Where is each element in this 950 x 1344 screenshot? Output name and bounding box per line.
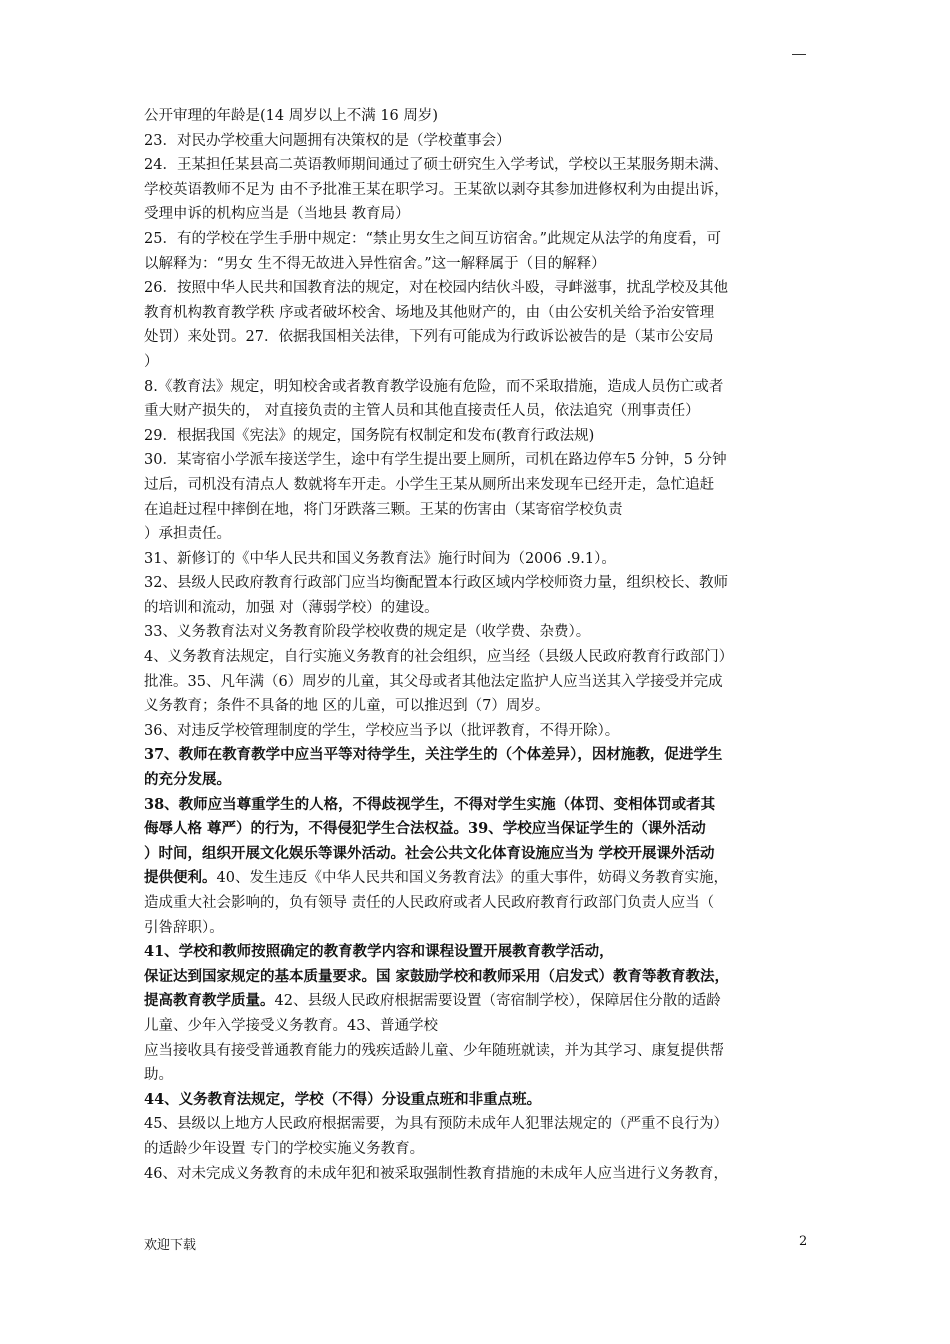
text-line: 重大财产损失的， 对直接负责的主管人员和其他直接责任人员，依法追究（刑事责任） <box>144 403 700 420</box>
text-line: ）承担责任。 <box>144 526 231 543</box>
text-line: 8.《教育法》规定，明知校舍或者教育教学设施有危险，而不采取措施，造成人员伤亡或者 <box>144 378 724 395</box>
text-line: 的适龄少年设置 专门的学校实施义务教育。 <box>144 1140 425 1157</box>
text-line: ） <box>144 353 159 370</box>
text-line: 44、义务教育法规定，学校（不得）分设重点班和非重点班。 <box>144 1090 542 1108</box>
text-line: 31、新修订的《中华人民共和国义务教育法》施行时间为（2006 .9.1）。 <box>144 550 616 567</box>
text-line: 25．有的学校在学生手册中规定：“禁止男女生之间互访宿舍。”此规定从法学的角度看，可 <box>144 230 722 247</box>
document-body <box>144 104 808 1186</box>
header-dash <box>792 54 806 55</box>
text-line: 29．根据我国《宪法》的规定，国务院有权制定和发布(教育行政法规) <box>144 427 595 444</box>
text-line: 的充分发展。 <box>144 771 231 789</box>
text-line: 23．对民办学校重大问题拥有决策权的是（学校董事会） <box>144 132 511 149</box>
text-line: 公开审理的年龄是(14 周岁以上不满 16 周岁) <box>144 108 439 124</box>
text-line: 学校英语教师不足为 由不予批准王某在职学习。王某欲以剥夺其参加进修权利为由提出诉， <box>144 181 729 198</box>
text-line: 45、县级以上地方人民政府根据需要，为具有预防未成年人犯罪法规定的（严重不良行为） <box>144 1116 728 1133</box>
text-line: 受理申诉的机构应当是（当地县 教育局） <box>144 206 410 223</box>
text-line: 4、义务教育法规定，自行实施义务教育的社会组织，应当经（县级人民政府教育行政部门） <box>144 649 734 666</box>
text-line: 24．王某担任某县高二英语教师期间通过了硕士研究生入学考试，学校以王某服务期未满、 <box>144 157 728 174</box>
normal-segment: 42、县级人民政府根据需要设置（寄宿制学校），保障居住分散的适龄 <box>274 993 721 1010</box>
text-line: 教育机构教育教学秩 序或者破坏校舍、场地及其他财产的，由（由公安机关给予治安管理 <box>144 304 715 321</box>
text-line: 46、对未完成义务教育的未成年犯和被采取强制性教育措施的未成年人应当进行义务教育， <box>144 1165 728 1182</box>
page-number: 2 <box>799 1234 808 1249</box>
text-line: 批准。35、凡年满（6）周岁的儿童，其父母或者其他法定监护人应当送其入学接受并完成 <box>144 673 723 690</box>
normal-segment: 40、发生违反《中华人民共和国义务教育法》的重大事件，妨碍义务教育实施， <box>216 870 728 887</box>
text-line: 36、对违反学校管理制度的学生，学校应当予以（批评教育，不得开除）。 <box>144 722 620 739</box>
text-line: 过后，司机没有清点人 数就将车开走。小学生王某从厕所出来发现车已经开走，急忙追赶 <box>144 476 715 493</box>
text-line: 30．某寄宿小学派车接送学生，途中有学生提出要上厕所，司机在路边停车5 分钟，5 分钟 <box>144 452 727 469</box>
text-line: 38、教师应当尊重学生的人格，不得歧视学生，不得对学生实施（体罚、变相体罚或者其 <box>144 795 716 813</box>
text-line: 处罚）来处罚。27．依据我国相关法律，下列有可能成为行政诉讼被告的是（某市公安局 <box>144 329 714 346</box>
footer-text: 欢迎下载 <box>144 1238 197 1253</box>
text-line: 37、教师在教育教学中应当平等对待学生，关注学生的（个体差异），因材施教，促进学生 <box>144 746 723 764</box>
text-line: 以解释为：“男女 生不得无故进入异性宿舍。”这一解释属于（目的解释） <box>144 255 606 272</box>
text-line: 义务教育；条件不具备的地 区的儿童，可以推迟到（7）周岁。 <box>144 698 550 715</box>
text-line: 26．按照中华人民共和国教育法的规定，对在校园内结伙斗殴，寻衅滋事，扰乱学校及其他 <box>144 280 728 297</box>
text-line <box>144 866 808 891</box>
text-line: 造成重大社会影响的，负有领导 责任的人民政府或者人民政府教育行政部门负责人应当（ <box>144 895 715 911</box>
text-line: ）时间，组织开展文化娱乐等课外活动。社会公共文化体育设施应当为 学校开展课外活动 <box>144 844 715 862</box>
text-line: 在追赶过程中摔倒在地，将门牙跌落三颗。王某的伤害由（某寄宿学校负责 <box>144 501 623 518</box>
bold-segment: 提供便利。 <box>144 869 217 887</box>
text-line: 引咎辞职）。 <box>144 919 224 936</box>
text-line: 应当接收具有接受普通教育能力的残疾适龄儿童、少年随班就读，并为其学习、康复提供帮 <box>144 1042 724 1059</box>
text-line: 侮辱人格 尊严）的行为，不得侵犯学生合法权益。39、学校应当保证学生的（课外活动 <box>144 820 706 838</box>
text-line <box>144 989 808 1014</box>
text-line: 保证达到国家规定的基本质量要求。国 家鼓励学校和教师采用（启发式）教育等教育教法， <box>144 967 730 985</box>
text-line: 41、学校和教师按照确定的教育教学内容和课程设置开展教育教学活动， <box>144 943 614 961</box>
text-line: 的培训和流动，加强 对（薄弱学校）的建设。 <box>144 599 439 616</box>
text-line: 33、义务教育法对义务教育阶段学校收费的规定是（收学费、杂费）。 <box>144 624 591 641</box>
text-line: 32、县级人民政府教育行政部门应当均衡配置本行政区域内学校师资力量，组织校长、教师 <box>144 575 728 592</box>
text-line: 助。 <box>144 1067 173 1084</box>
bold-segment: 提高教育教学质量。 <box>144 992 275 1010</box>
text-line: 儿童、少年入学接受义务教育。43、普通学校 <box>144 1017 438 1034</box>
